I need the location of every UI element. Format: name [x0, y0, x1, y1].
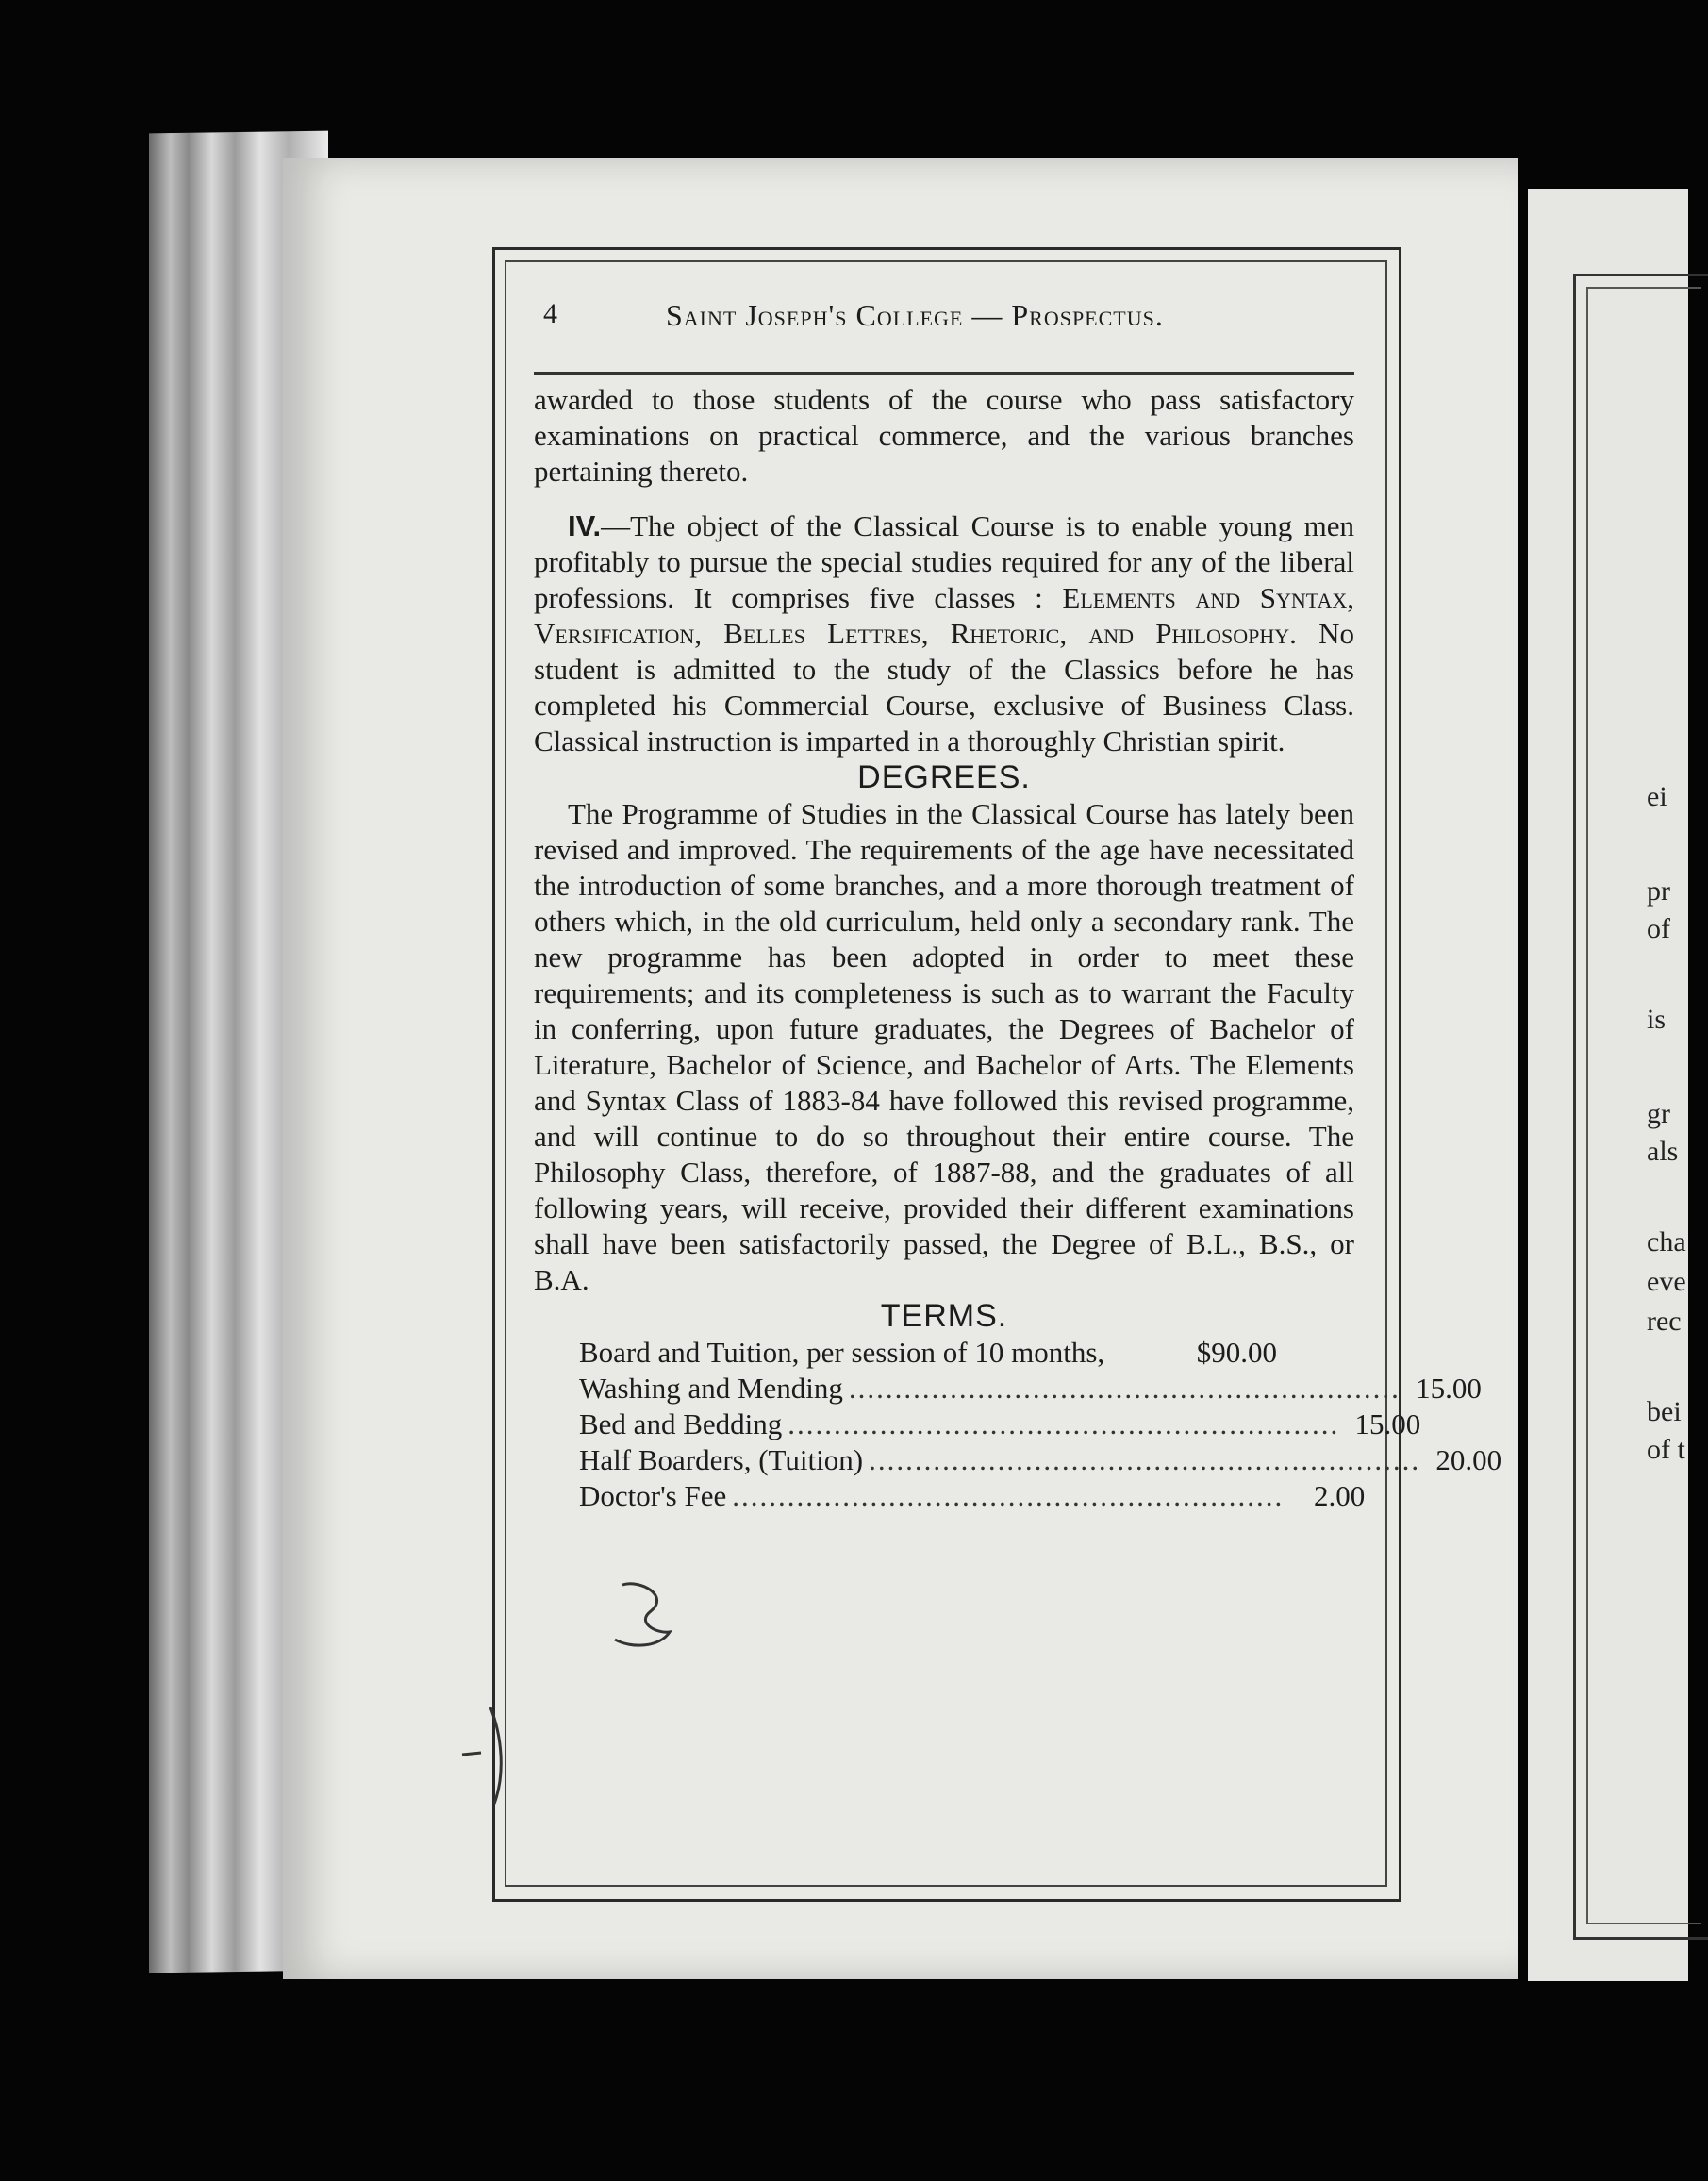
running-head: Saint Joseph's College — Prospectus. [666, 298, 1164, 332]
fee-table [579, 1335, 1502, 1514]
leader-dots: ............................................................ [869, 1443, 1421, 1476]
fee-row [579, 1478, 1366, 1514]
handwritten-bracket-mark [453, 1698, 519, 1811]
page-content [534, 283, 1502, 1514]
degrees-paragraph: The Programme of Studies in the Classical Course has lately been revised and improved. The requirements of the age have necessitated the introduction of some branches, and a more thorough treatment of others which, in the old curriculum, held only a secondary rank. The new programme has been adopted in order to meet these requirements; and its completeness is such as to warrant the Faculty in conferring, upon future graduates, the Degrees of Bachelor of Literature, Bachelor of Science, and Bachelor of Arts. The Elements and Syntax Class of 1883-84 have followed this revised programme, and will continue to do so throughout their entire course. The Philosophy Class, therefore, of 1887-88, and the graduates of all following years, will receive, provided their different examinations shall have been satisfactorily passed, the Degree of B.L., B.S., or B.A. [534, 797, 1354, 1296]
right-fragment: gr [1647, 1098, 1670, 1129]
fee-label: Board and Tuition, per session of 10 months, [579, 1336, 1105, 1369]
handwritten-s-mark [604, 1577, 688, 1653]
right-fragment: cha [1647, 1226, 1686, 1257]
fee-label: Doctor's Fee [579, 1479, 727, 1512]
right-fragment: ei [1647, 781, 1667, 812]
right-fragment: is [1647, 1004, 1667, 1035]
fee-amount: $90.00 [1196, 1336, 1277, 1369]
header-rule [534, 372, 1354, 375]
right-fragment: pr [1647, 875, 1670, 907]
fee-label: Bed and Bedding [579, 1407, 783, 1440]
page-number: 4 [543, 298, 558, 329]
section-iv-text-a: —The object of the Classical Course is to enable young men profitably to pursue the special studies required for any of the liberal professions. It comprises five classes : [534, 509, 1354, 614]
terms-heading: TERMS. [880, 1298, 1008, 1334]
right-fragment: bei [1647, 1396, 1682, 1427]
right-fragment: of t [1647, 1434, 1685, 1465]
fee-label: Half Boarders, (Tuition) [579, 1443, 864, 1476]
section-numeral: IV. [568, 509, 602, 542]
fee-label: Washing and Mending [579, 1372, 843, 1405]
continuation-paragraph: awarded to those students of the course who pass satisfactory examinations on practical commerce, and the various branches pertaining thereto. [534, 383, 1354, 488]
fee-row [579, 1442, 1502, 1478]
degrees-heading: DEGREES. [857, 759, 1031, 795]
fee-row [579, 1371, 1482, 1407]
leader-dots: ............................................................ [848, 1372, 1401, 1405]
right-page-inner-border [1586, 287, 1701, 1924]
right-fragment: rec [1647, 1306, 1682, 1337]
fee-amount: 15.00 [1354, 1407, 1421, 1440]
fee-row [579, 1407, 1421, 1442]
section-iv-text-b: No student is admitted to the study of the Classics before he has completed his Commercial Course, exclusive of Business Class. Classical instruction is imparted in a thoroughly Christian spirit. [534, 617, 1355, 758]
right-fragment: of [1647, 913, 1670, 944]
section-iv-paragraph [534, 508, 1354, 759]
leader-dots: ............................................................ [732, 1479, 1285, 1512]
fee-amount: 15.00 [1416, 1372, 1482, 1405]
fee-row [579, 1335, 1277, 1371]
right-fragment: eve [1647, 1266, 1686, 1297]
fee-amount: 2.00 [1314, 1479, 1366, 1512]
right-fragment: als [1647, 1136, 1679, 1167]
page-header [534, 283, 1354, 338]
leader-dots: ............................................................ [788, 1407, 1340, 1440]
fee-amount: 20.00 [1435, 1443, 1502, 1476]
section-iv-classes: Elements and Syntax, Versification, Belles Lettres, Rhetoric, and Philosophy. [534, 581, 1354, 650]
